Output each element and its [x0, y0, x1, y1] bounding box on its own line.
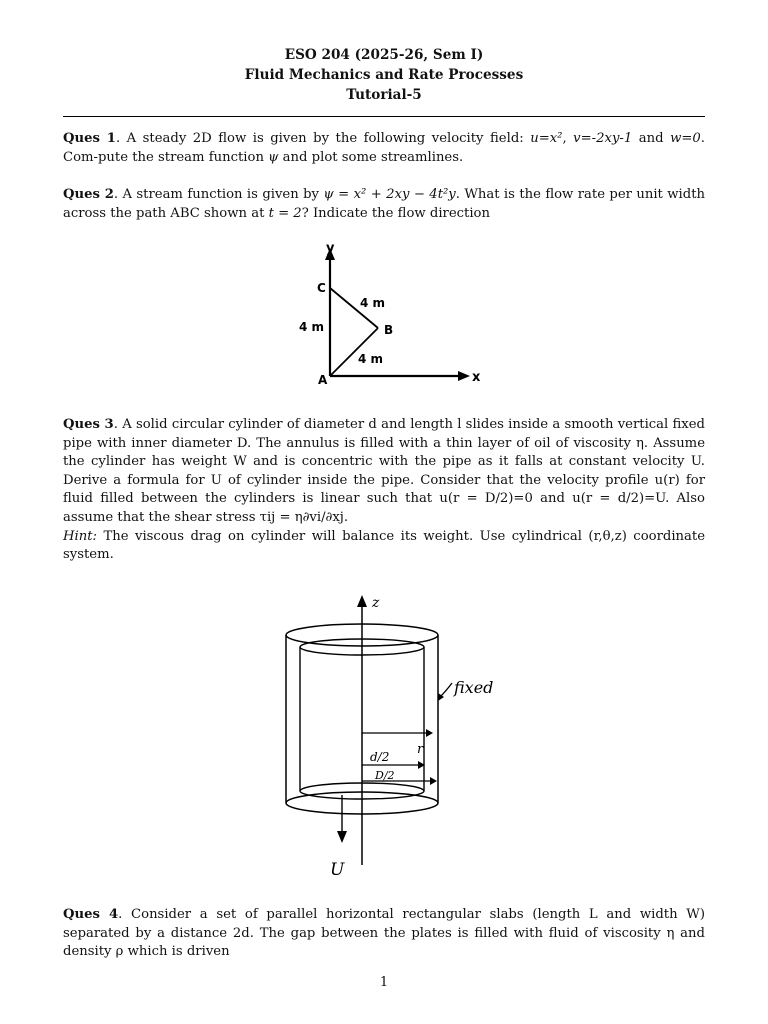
- length-cb-label: 4 m: [360, 296, 386, 310]
- page-number: 1: [379, 975, 389, 990]
- question-2-text-3: ? Indicate the flow direction: [301, 205, 490, 221]
- tutorial-title: Tutorial-5: [346, 87, 422, 103]
- stream-function-expression: ψ = x² + 2xy − 4t²y: [323, 187, 456, 202]
- z-axis-arrow-icon: [357, 595, 367, 607]
- question-4: [63, 906, 705, 962]
- z-axis-label: z: [372, 595, 380, 611]
- question-3: [63, 416, 705, 565]
- question-1-and: and: [632, 131, 671, 146]
- small-radius-label: d/2: [370, 750, 390, 764]
- question-2-text: . A stream function is given by: [113, 187, 324, 202]
- y-axis-label: y: [326, 241, 335, 256]
- hint-label: Hint:: [63, 528, 97, 544]
- point-b-label: B: [384, 323, 394, 337]
- u-label: U: [330, 860, 345, 880]
- cylinder-pipe-figure: [270, 585, 510, 885]
- u-arrow-head-icon: [337, 831, 347, 843]
- point-c-label: C: [317, 281, 326, 295]
- question-3-label: Ques 3: [63, 417, 114, 432]
- psi-symbol: ψ: [268, 149, 279, 165]
- course-title: Fluid Mechanics and Rate Processes: [244, 67, 524, 83]
- course-code: ESO 204 (2025-26, Sem I): [284, 47, 484, 63]
- document-header: [0, 45, 768, 105]
- x-axis-arrow-icon: [458, 371, 470, 381]
- fixed-pointer-line: [440, 683, 452, 697]
- question-1-label: Ques 1: [63, 131, 116, 146]
- question-2-text-2: . What is the flow rate per unit width across the path ABC shown at: [63, 187, 705, 221]
- point-a-label: A: [318, 373, 328, 387]
- velocity-v: v=-2xy-1: [573, 131, 633, 146]
- question-2: [63, 186, 705, 223]
- velocity-u: u=x²: [530, 131, 563, 146]
- question-1-text: . A steady 2D flow is given by the following velocity field:: [115, 131, 531, 146]
- hint-text: The viscous drag on cylinder will balance its weight. Use cylindrical (r,θ,z) coordinate system.: [63, 528, 705, 563]
- fixed-label: fixed: [454, 678, 494, 697]
- large-radius-arrow-head-icon: [430, 777, 437, 785]
- question-4-label: Ques 4: [63, 907, 119, 922]
- velocity-w: w=0: [670, 131, 701, 146]
- length-ab-label: 4 m: [358, 352, 384, 366]
- r-label: r: [417, 742, 424, 757]
- time-value: t = 2: [268, 205, 302, 221]
- large-radius-label: D/2: [375, 769, 395, 782]
- question-1-text-2: . Com-pute the stream function: [63, 131, 705, 165]
- question-1-text-3: and plot some streamlines.: [278, 149, 464, 165]
- header-rule: [63, 116, 705, 117]
- question-1: Ques 1. A steady 2D flow is given by the following velocity field: u=x², v=-2xy-1 and w=0. Com-pute the stream function ψ and plot some streamlines.: [63, 131, 705, 165]
- x-axis-label: x: [472, 370, 481, 385]
- r-arrow-head-icon: [426, 729, 433, 737]
- length-ac-label: 4 m: [299, 320, 325, 334]
- path-abc-figure: [260, 236, 500, 396]
- question-3-text: . A solid circular cylinder of diameter d and length l slides inside a smooth vertical fixed pipe with inner diameter D. The annulus is filled with a thin layer of oil of viscosity η. Assume the cylinder has weight W and is concentric with the pipe as it falls at constant velocity U. Derive a formula for U of cylinder inside the pipe. Consider that the velocity profile u(r) for fluid filled between the cylinders is linear such that u(r = D/2)=0 and u(r = d/2)=U. Also assume that the shear stress τij = η∂vi/∂xj.: [63, 417, 705, 525]
- question-2-label: Ques 2: [63, 187, 114, 202]
- question-4-text: . Consider a set of parallel horizontal rectangular slabs (length L and width W) separated by a distance 2d. The gap between the plates is filled with fluid of viscosity η and density ρ which is driven: [63, 907, 705, 960]
